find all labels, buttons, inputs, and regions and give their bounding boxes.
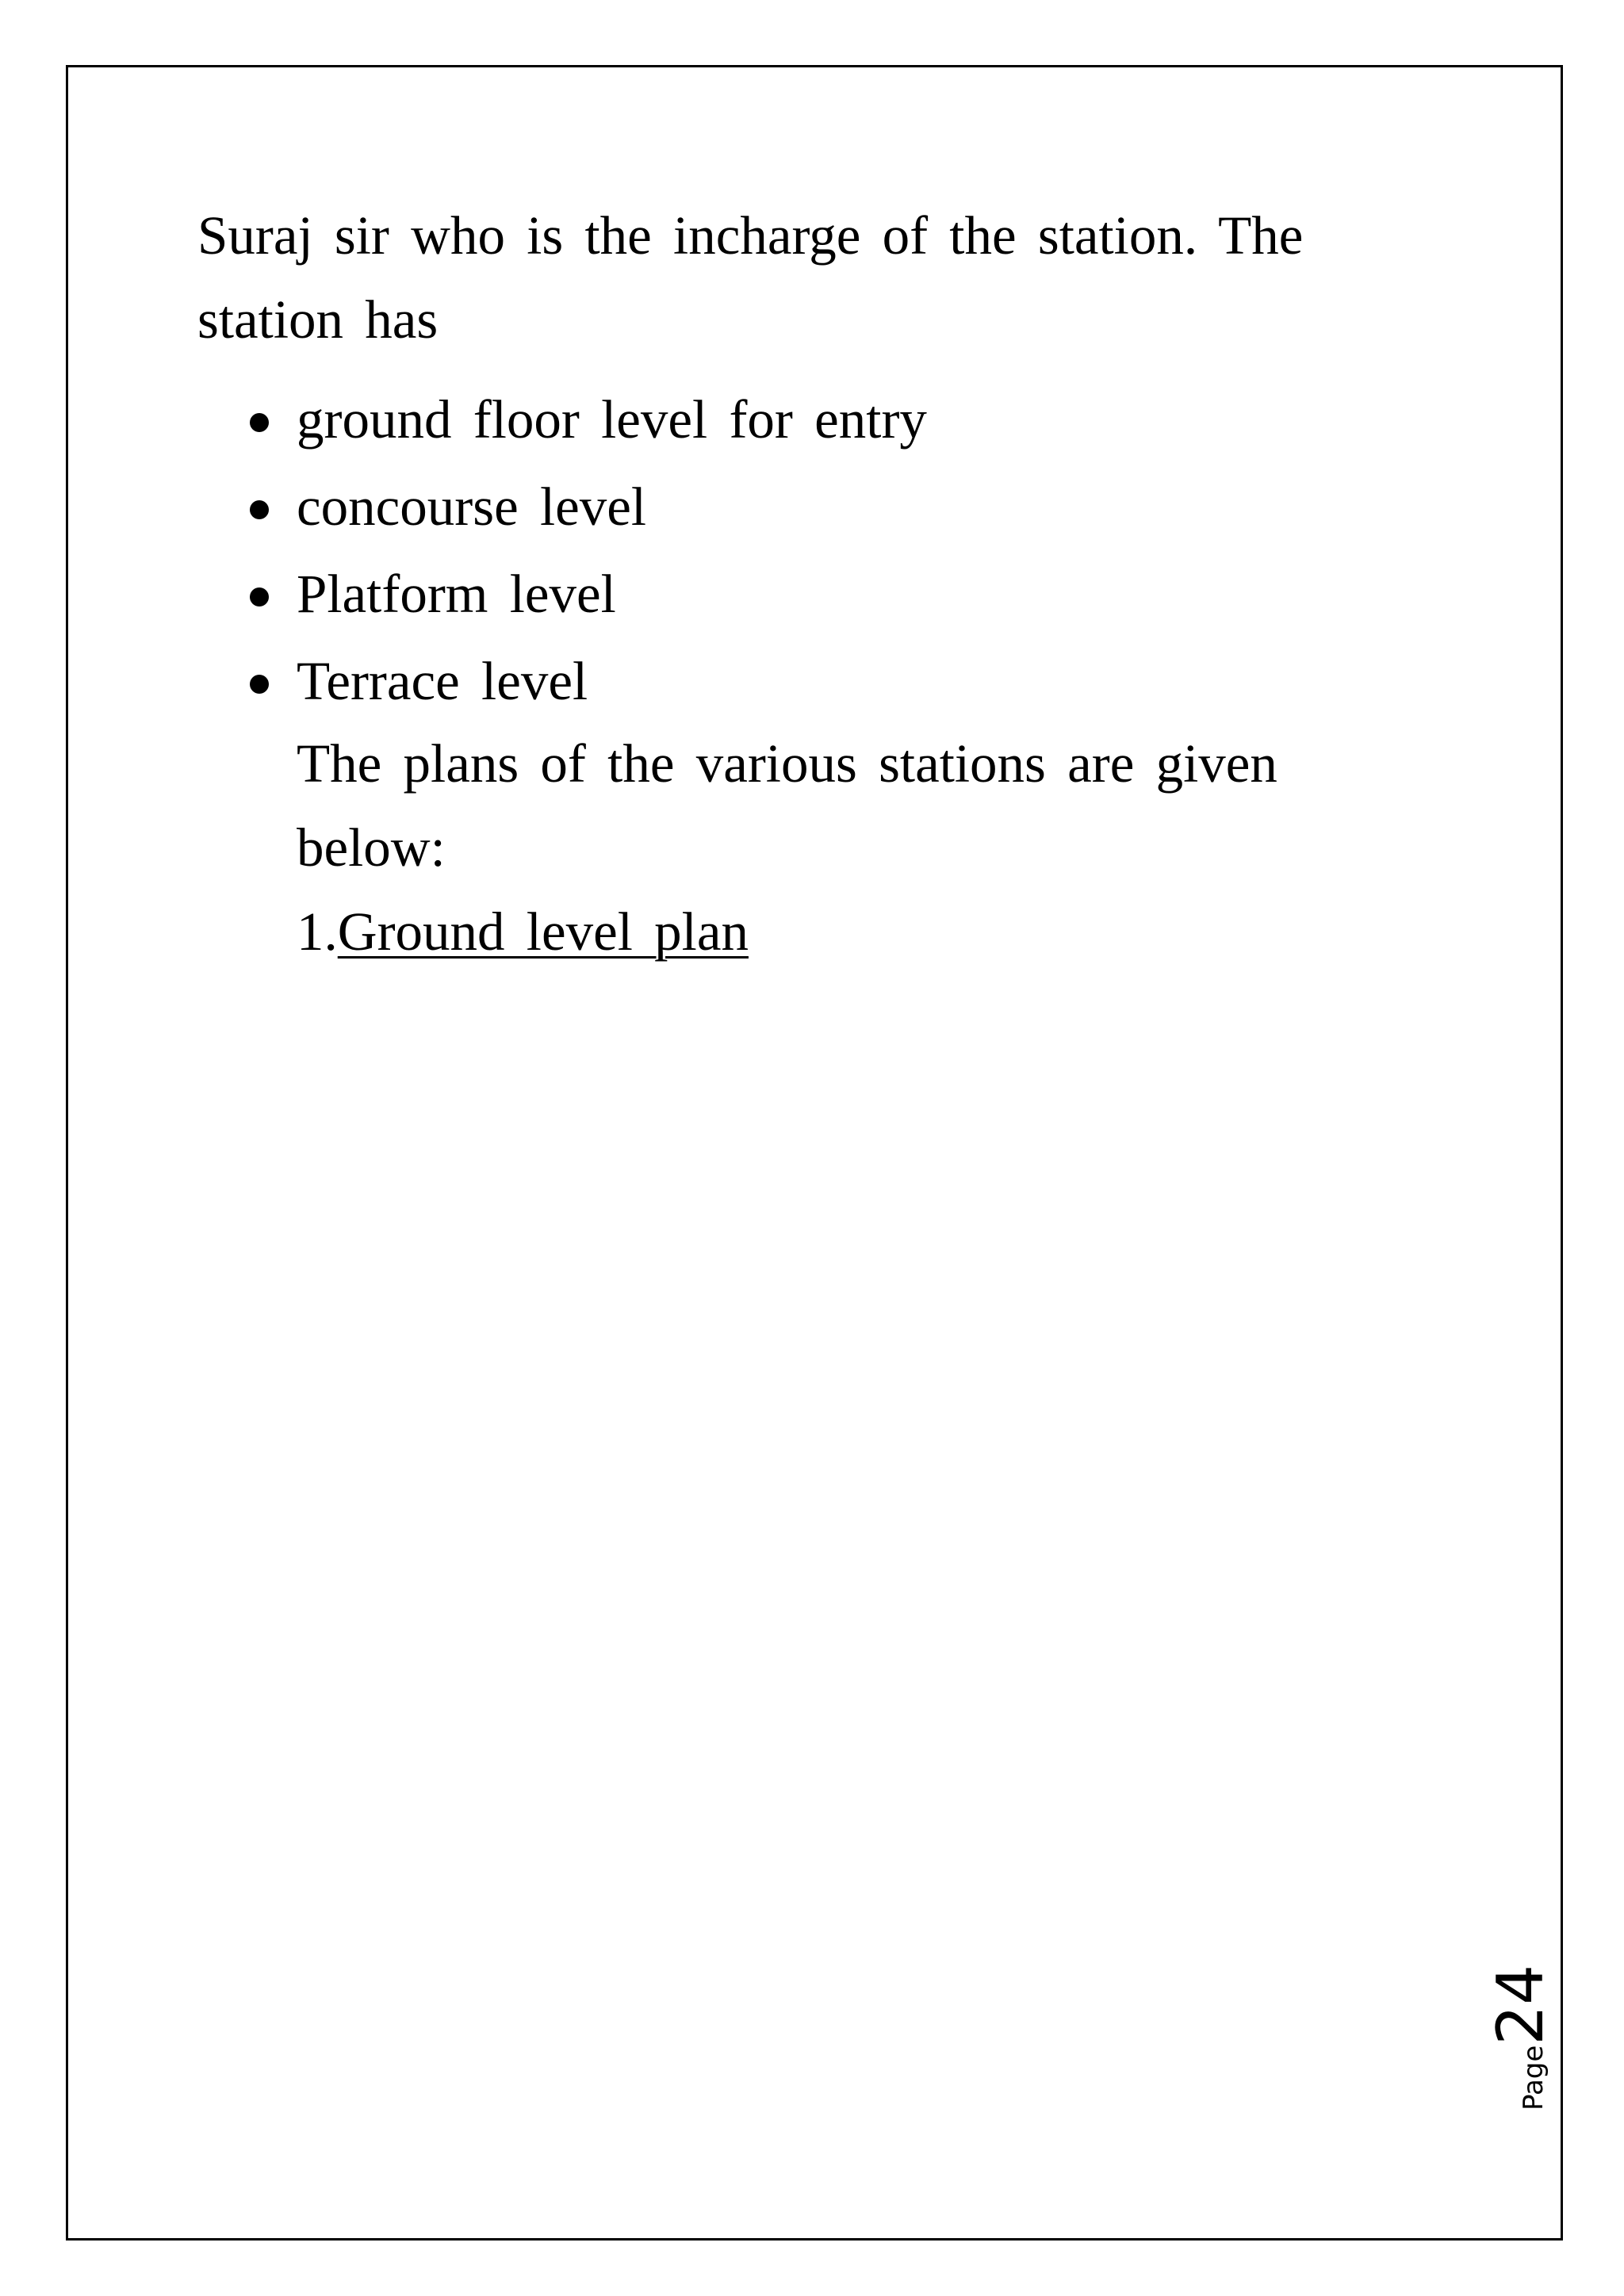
station-levels-list [197, 377, 1403, 726]
list-item-text: ground floor level for entry [297, 389, 927, 450]
page-content [197, 193, 1403, 974]
list-item [197, 552, 1403, 639]
plans-note: The plans of the various stations are given below: [297, 733, 1277, 878]
plan-heading [297, 890, 1403, 974]
plan-number: 1. [297, 901, 338, 962]
intro-paragraph: Suraj sir who is the incharge of the station. The station has [197, 205, 1304, 350]
bullet-icon [250, 675, 269, 694]
page-footer [1484, 1964, 1561, 2110]
list-item [197, 377, 1403, 465]
list-item-text: Platform level [297, 564, 616, 624]
bullet-icon [250, 500, 269, 519]
bullet-icon [250, 413, 269, 432]
bullet-icon [250, 587, 269, 607]
list-item-text: concourse level [297, 476, 647, 537]
list-item [197, 639, 1403, 726]
list-item-text: Terrace level [297, 651, 588, 711]
page-number: 24 [1484, 1964, 1557, 2045]
list-item [197, 465, 1403, 552]
plan-title: Ground level plan [337, 901, 749, 962]
page-label: Page [1518, 2045, 1549, 2110]
